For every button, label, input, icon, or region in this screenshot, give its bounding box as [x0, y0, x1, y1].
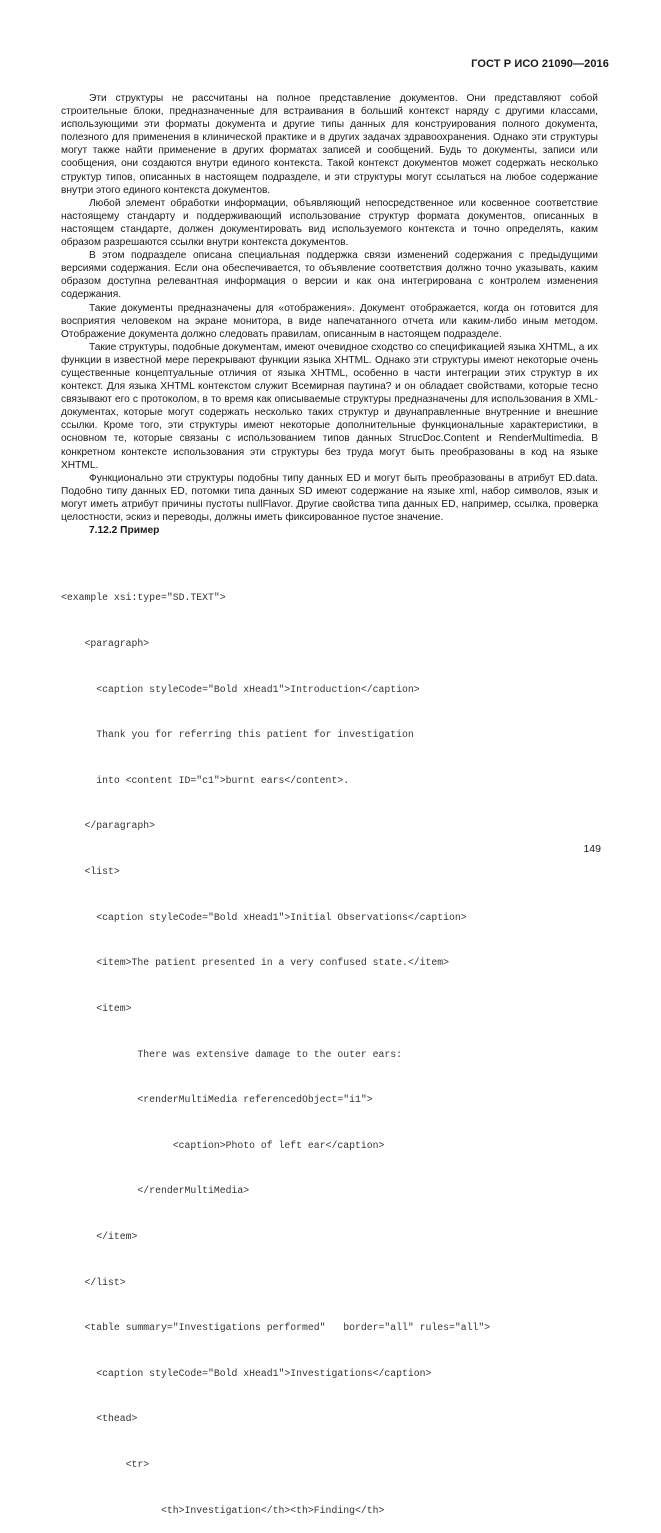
code-line: into <content ID="c1">burnt ears</content>. — [61, 774, 350, 786]
code-line: </renderMultiMedia> — [61, 1185, 250, 1197]
paragraph-2: Любой элемент обработки информации, объявляющий непосредственное или косвенное соответствие настоящему стандарту и поддерживающий использование структур формата документов, описанных в настоящем стандарте, должен документировать вид используемого контекста и точно определять, каким образом разрешаются ссылки внутри контекста документов. — [61, 197, 598, 249]
code-line: There was extensive damage to the outer ears: — [61, 1048, 402, 1060]
page-number: 149 — [583, 843, 601, 855]
paragraph-5: Такие структуры, подобные документам, имеют очевидное сходство со спецификацией языка XHTML, а их функции в известной мере перекрывают функции языка XHTML. Однако эти структуры имеют некоторые очень существенные концептуальные отличия от языка XHTML, особенно в части интеграции этих структур в их контекст. Для языка XHTML контекстом служит Всемирная паутина? и он обладает свойствами, которые тесно связывают его с протоколом, в то время как описываемые структуры предназначены для использования в XML-документах, которые могут содержать несколько таких структур и двунаправленные внутренние и внешние ссылки. Кроме того, эти структуры имеют некоторые дополнительные функциональные характеристики, в основном те, которые связаны с использованием типов данных StrucDoc.Content и RenderMultimedia. В конкретном контексте использования эти структуры без труда могут быть преобразованы в код на языке XHTML. — [61, 341, 598, 471]
code-line: </paragraph> — [61, 820, 156, 832]
paragraph-1: Эти структуры не рассчитаны на полное представление документов. Они представляют собой строительные блоки, предназначенные для встраивания в больший контекст наряду с другими классами, использующими эти форматы документа и другие типы данных для конструирования полного документа, полезного для применения в клинической практике и в других задачах здравоохранения. Однако эти структуры могут также найти применение в других форматах записей и сообщений. Будь то документы, записи или сообщения, они создаются внутри единого контекста. Такой контекст документов может содержать несколько структур типов, описанных в настоящем подразделе, и эти структуры могут ссылаться на любое содержание внутри этого единого контекста документов. — [61, 93, 598, 196]
code-line: Thank you for referring this patient for investigation — [61, 729, 414, 741]
code-line: <caption styleCode="Bold xHead1">Initial Observations</caption> — [61, 911, 467, 923]
paragraph-6: Функционально эти структуры подобны типу данных ED и могут быть преобразованы в атрибут ED.data. Подобно типу данных ED, потомки типа данных SD имеют содержание на языке xml, набор символов, язык и могут иметь атрибут причины пустоты nullFlavor. Другие свойства типа данных ED, например, ссылка, проверка целостности, эскиз и переводы, должны иметь фиксированное пустое значение. — [61, 472, 598, 523]
code-line: <item> — [61, 1002, 132, 1014]
paragraph-3: В этом подразделе описана специальная поддержка связи изменений содержания с предыдущими версиями содержания. Если она обеспечивается, то объявление соответствия должно точно указывать, каким образом доступна релевантная информация о версии и как она интегрирована с контролем изменения содержания. — [61, 250, 598, 301]
code-line: <renderMultiMedia referencedObject="i1"> — [61, 1094, 373, 1106]
code-line: <example xsi:type="SD.TEXT"> — [61, 592, 226, 604]
code-line: <th>Investigation</th><th>Finding</th> — [61, 1504, 385, 1516]
code-line: <paragraph> — [61, 638, 150, 650]
code-line: </item> — [61, 1230, 138, 1242]
code-line: <tr> — [61, 1458, 150, 1470]
body-text — [61, 92, 598, 537]
paragraph-4: Такие документы предназначены для «отображения». Документ отображается, когда он готовится для восприятия человеком на экране монитора, в виде напечатанного отчета или каким-либо иным методом. Отображение документа должно следовать правилам, описанным в настоящем подразделе. — [61, 302, 598, 340]
code-line: <list> — [61, 866, 120, 878]
code-line: <item>The patient presented in a very confused state.</item> — [61, 957, 450, 969]
standard-header: ГОСТ Р ИСО 21090—2016 — [471, 58, 609, 70]
code-line: <caption>Photo of left ear</caption> — [61, 1139, 385, 1151]
section-heading: 7.12.2 Пример — [89, 525, 160, 537]
code-line: <table summary="Investigations performed" border="all" rules="all"> — [61, 1322, 491, 1334]
code-line: </list> — [61, 1276, 126, 1288]
code-example — [61, 560, 601, 1533]
code-line: <caption styleCode="Bold xHead1">Introduction</caption> — [61, 683, 420, 695]
code-line: <caption styleCode="Bold xHead1">Investigations</caption> — [61, 1367, 432, 1379]
code-line: <thead> — [61, 1413, 138, 1425]
